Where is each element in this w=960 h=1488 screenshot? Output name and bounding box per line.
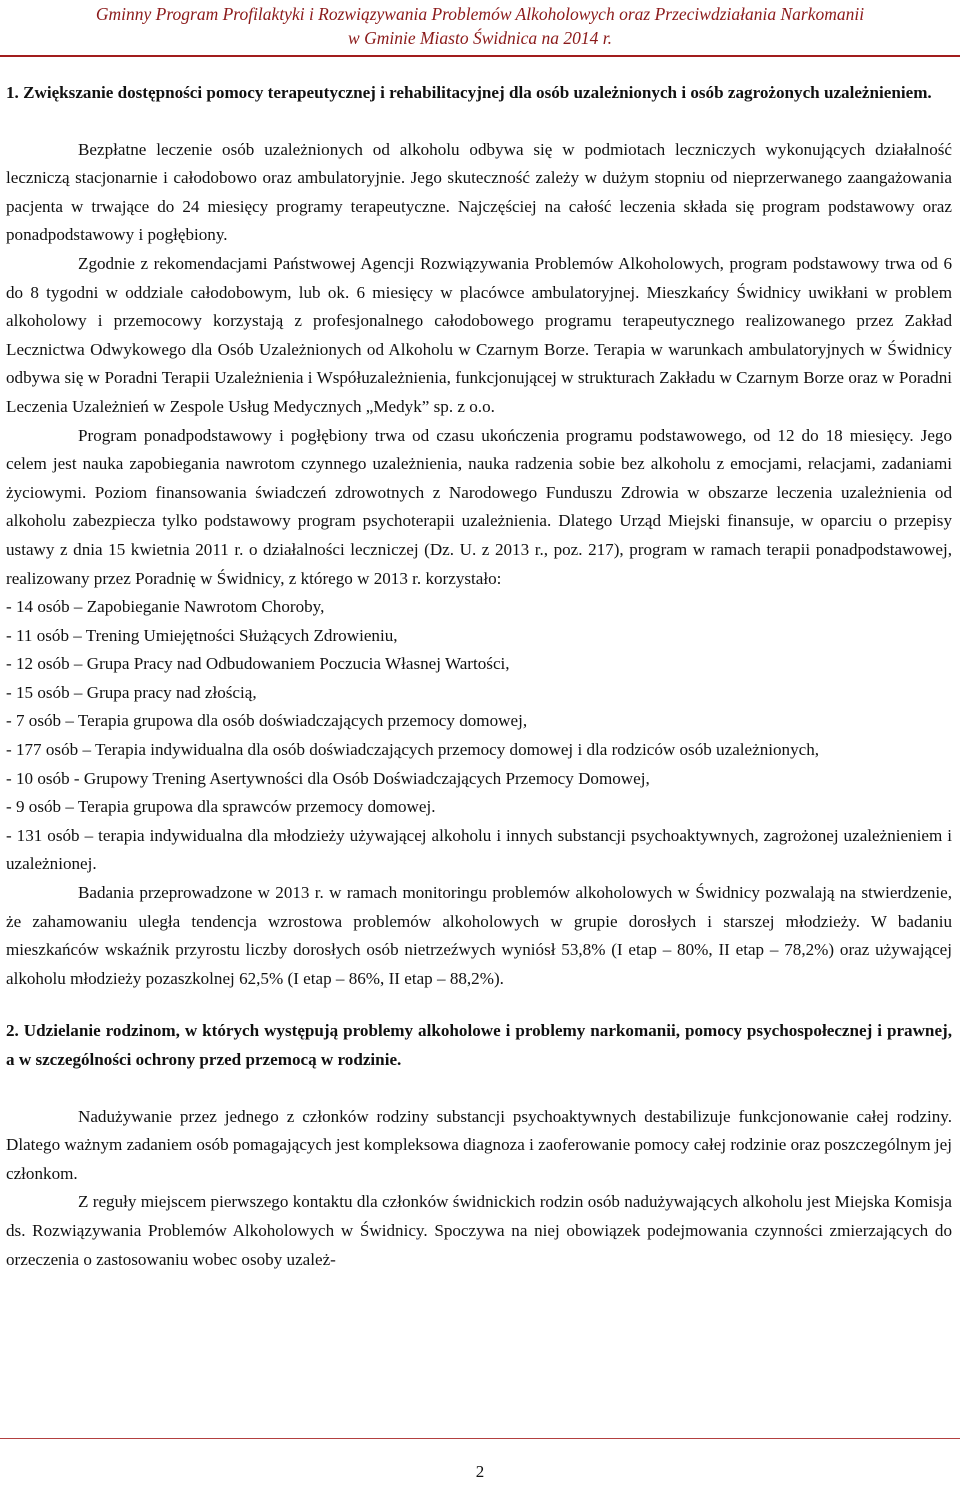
document-header xyxy=(0,0,960,50)
therapy-participants-list xyxy=(6,593,952,879)
list-item: - 10 osób - Grupowy Trening Asertywności dla Osób Doświadczających Przemocy Domowej, xyxy=(6,768,650,788)
list-item: - 15 osób – Grupa pracy nad złością, xyxy=(6,682,257,702)
list-item: - 12 osób – Grupa Pracy nad Odbudowaniem Poczucia Własnej Wartości, xyxy=(6,654,510,674)
list-item: - 131 osób – terapia indywidualna dla młodzieży używającej alkoholu i innych substancji psychoaktywnych, zagrożonej uzależnieniem i uzależnionej. xyxy=(6,825,952,874)
spacer xyxy=(6,993,952,1017)
section-1-paragraph-1: Bezpłatne leczenie osób uzależnionych od alkoholu odbywa się w podmiotach leczniczych wykonujących działalność leczniczą stacjonarnie i całodobowo oraz ambulatoryjnie. Jego skuteczność zależy w dużym stopniu od nieprzerwanego zaangażowania pacjenta w trwające do 24 miesięcy programy terapeutyczne. Najczęściej na całość leczenia składa się program podstawowy oraz ponadpodstawowy i pogłębiony. xyxy=(6,139,952,245)
footer-divider xyxy=(0,1438,960,1439)
spacer xyxy=(6,1075,952,1103)
section-1-paragraph-2: Zgodnie z rekomendacjami Państwowej Agencji Rozwiązywania Problemów Alkoholowych, program podstawowy trwa od 6 do 8 tygodni w oddziale całodobowym, lub ok. 6 miesięcy w placówce ambulatoryjnej. Mieszkańcy Świdnicy uwikłani w problem alkoholowy i przemocowy korzystają z profesjonalnego całodobowego programu terapeutycznego realizowanego przez Zakład Lecznictwa Odwykowego dla Osób Uzależnionych od Alkoholu w Czarnym Borze. Terapia w warunkach ambulatoryjnych w Świdnicy odbywa się w Poradni Terapii Uzależnienia i Współuzależnienia, funkcjonującej w strukturach Zakładu w Czarnym Borze oraz w Poradni Leczenia Uzależnień w Zespole Usług Medycznych „Medyk” sp. z o.o. xyxy=(6,253,952,416)
header-title-line2: w Gminie Miasto Świdnica na 2014 r. xyxy=(348,28,612,48)
page-body xyxy=(6,79,952,1274)
section-1-heading: 1. Zwiększanie dostępności pomocy terapeutycznej i rehabilitacyjnej dla osób uzależnionych i osób zagrożonych uzależnieniem. xyxy=(6,83,932,102)
section-1-paragraph-4: Badania przeprowadzone w 2013 r. w ramach monitoringu problemów alkoholowych w Świdnicy pozwalają na stwierdzenie, że zahamowaniu uległa tendencja wzrostowa problemów alkoholowych w grupie dorosłych i starszej młodzieży. W badaniu mieszkańców wskaźnik przyrostu liczby dorosłych osób nietrzeźwych wyniósł 53,8% (I etap – 80%, II etap – 78,2%) oraz używającej alkoholu młodzieży pozaszkolnej 62,5% (I etap – 86%, II etap – 88,2%). xyxy=(6,883,952,988)
spacer xyxy=(6,108,952,136)
header-divider xyxy=(0,55,960,57)
section-1-paragraph-3: Program ponadpodstawowy i pogłębiony trwa od czasu ukończenia programu podstawowego, od 12 do 18 miesięcy. Jego celem jest nauka zapobiegania nawrotom czynnego uzależnienia, nauka radzenia sobie bez alkoholu z emocjami, relacjami, zadaniami życiowymi. Poziom finansowania świadczeń zdrowotnych z Narodowego Funduszu Zdrowia w obszarze leczenia uzależnienia od alkoholu zabezpiecza tylko podstawowy program psychoterapii uzależnienia. Dlatego Urząd Miejski finansuje, w oparciu o przepisy ustawy z dnia 15 kwietnia 2011 r. o działalności leczniczej (Dz. U. z 2013 r., poz. 217), program w ramach terapii ponadpodstawowej, realizowany przez Poradnię w Świdnicy, z którego w 2013 r. korzystało: xyxy=(6,425,952,588)
section-2-heading: 2. Udzielanie rodzinom, w których występują problemy alkoholowe i problemy narkomanii, pomocy psychospołecznej i prawnej, a w szczególności ochrony przed przemocą w rodzinie. xyxy=(6,1021,952,1069)
section-2-paragraph-1: Nadużywanie przez jednego z członków rodziny substancji psychoaktywnych destabilizuje funkcjonowanie całej rodziny. Dlatego ważnym zadaniem osób pomagających jest kompleksowa diagnoza i zaoferowanie pomocy całej rodzinie oraz poszczególnym jej członkom. xyxy=(6,1106,952,1183)
list-item: - 177 osób – Terapia indywidualna dla osób doświadczających przemocy domowej i dla rodziców osób uzależnionych, xyxy=(6,740,820,760)
list-item: - 7 osób – Terapia grupowa dla osób doświadczających przemocy domowej, xyxy=(6,711,528,731)
header-title-line1: Gminny Program Profilaktyki i Rozwiązywania Problemów Alkoholowych oraz Przeciwdziałania Narkomanii xyxy=(95,4,865,24)
list-item: - 14 osób – Zapobieganie Nawrotom Choroby, xyxy=(6,597,325,617)
page-number: 2 xyxy=(475,1462,485,1481)
section-2-paragraph-2: Z reguły miejscem pierwszego kontaktu dla członków świdnickich rodzin osób nadużywających alkoholu jest Miejska Komisja ds. Rozwiązywania Problemów Alkoholowych w Świdnicy. Spoczywa na niej obowiązek podejmowania czynności zmierzających do orzeczenia o zastosowaniu wobec osoby uzależ- xyxy=(6,1192,952,1269)
list-item: - 9 osób – Terapia grupowa dla sprawców przemocy domowej. xyxy=(6,797,436,817)
list-item: - 11 osób – Trening Umiejętności Służących Zdrowieniu, xyxy=(6,625,398,645)
